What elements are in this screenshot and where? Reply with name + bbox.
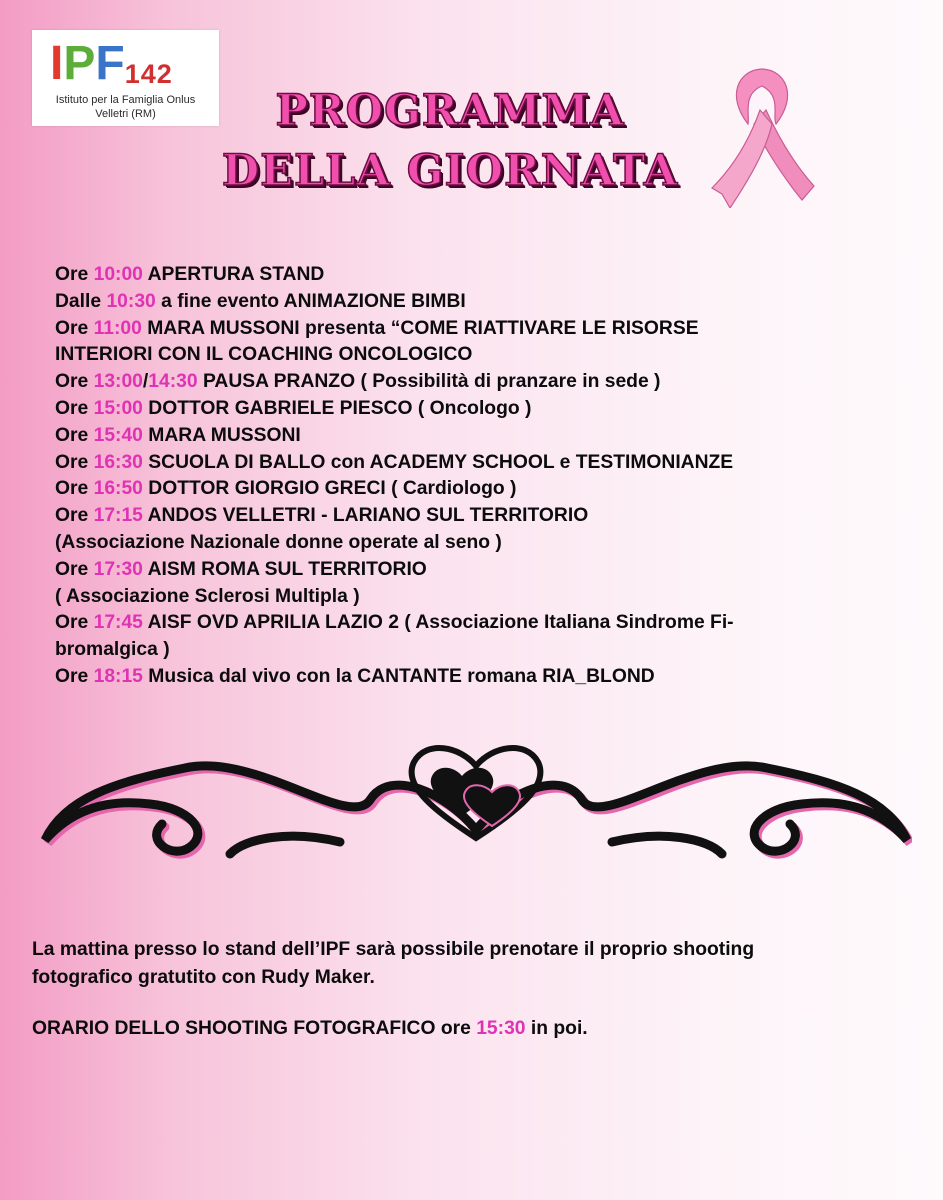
schedule-row <box>55 262 915 289</box>
row-time: 15:40 <box>93 424 143 446</box>
shooting-schedule-suffix: in poi. <box>530 1018 588 1039</box>
shooting-schedule <box>32 1015 927 1043</box>
row-time: 17:45 <box>93 612 143 634</box>
schedule-row <box>55 610 915 637</box>
row-text: MARA MUSSONI presenta “COME RIATTIVARE LE RISORSE <box>147 317 699 339</box>
row-text: MARA MUSSONI <box>148 424 301 446</box>
row-time-end: 14:30 <box>148 371 198 393</box>
schedule-row <box>55 557 915 584</box>
row-prefix: Ore <box>55 505 89 527</box>
row-text: ( Associazione Sclerosi Multipla ) <box>55 585 360 607</box>
logo-letter-i: I <box>50 37 64 90</box>
row-prefix: Ore <box>55 371 89 393</box>
schedule-row <box>55 423 915 450</box>
row-text: a fine evento ANIMAZIONE BIMBI <box>161 290 466 312</box>
row-time-separator: / <box>142 371 149 393</box>
ribbon-left-tail <box>712 110 772 208</box>
logo-number: 142 <box>124 59 173 89</box>
schedule-row <box>55 664 915 691</box>
page-title-line-2: DELLA GIORNATA <box>221 146 679 196</box>
schedule-row <box>55 369 915 396</box>
schedule-row-continuation <box>55 530 915 557</box>
row-prefix: Ore <box>55 264 89 285</box>
row-prefix: Ore <box>55 397 89 419</box>
shooting-info-line-2: fotografico gratutito con Rudy Maker. <box>32 967 375 988</box>
schedule-row-continuation <box>55 342 915 369</box>
row-text: bromalgica ) <box>55 639 170 661</box>
row-text: INTERIORI CON IL COACHING ONCOLOGICO <box>55 344 473 366</box>
shooting-info <box>32 936 927 992</box>
shooting-info-line-1: La mattina presso lo stand dell’IPF sarà possibile prenotare il proprio shooting <box>32 939 755 960</box>
row-text: APERTURA STAND <box>147 264 325 285</box>
row-time: 15:00 <box>93 397 143 419</box>
schedule-row <box>55 450 915 477</box>
row-prefix: Dalle <box>55 290 102 312</box>
row-text: SCUOLA DI BALLO con ACADEMY SCHOOL e TESTIMONIANZE <box>148 451 734 473</box>
logo-org-name: Istituto per la Famiglia Onlus <box>55 94 196 106</box>
page-title-line-1: PROGRAMMA <box>275 86 625 136</box>
row-prefix: Ore <box>55 317 89 339</box>
row-time: 18:15 <box>93 665 143 687</box>
row-text: DOTTOR GIORGIO GRECI ( Cardiologo ) <box>148 478 517 500</box>
logo-letter-f: F <box>95 37 125 90</box>
row-prefix: Ore <box>55 424 89 446</box>
schedule-row <box>55 289 915 316</box>
schedule-row-continuation <box>55 584 915 611</box>
row-prefix: Ore <box>55 478 89 500</box>
hearts-ornament-icon <box>40 742 912 860</box>
row-time: 16:50 <box>93 478 143 500</box>
schedule-row <box>55 476 915 503</box>
row-time: 17:15 <box>93 505 143 527</box>
schedule-row <box>55 503 915 530</box>
logo-location: Velletri (RM) <box>95 108 156 120</box>
schedule-row-continuation <box>55 637 915 664</box>
schedule-row <box>55 396 915 423</box>
row-text: PAUSA PRANZO ( Possibilità di pranzare in sede ) <box>202 371 661 393</box>
pink-ribbon-icon <box>710 66 816 208</box>
row-text: AISM ROMA SUL TERRITORIO <box>147 558 427 580</box>
row-text: Musica dal vivo con la CANTANTE romana RIA_BLOND <box>148 665 655 687</box>
row-prefix: Ore <box>55 558 89 580</box>
row-time: 17:30 <box>93 558 143 580</box>
logo-mark <box>50 37 173 90</box>
row-text: AISF OVD APRILIA LAZIO 2 ( Associazione Italiana Sindrome Fi- <box>147 612 734 634</box>
row-prefix: Ore <box>55 451 89 473</box>
row-time: 16:30 <box>93 451 143 473</box>
schedule-row <box>55 316 915 343</box>
row-text: ANDOS VELLETRI - LARIANO SUL TERRITORIO <box>147 505 589 527</box>
logo-letter-p: P <box>63 37 96 90</box>
shooting-schedule-label: ORARIO DELLO SHOOTING FOTOGRAFICO ore <box>32 1018 471 1039</box>
row-time: 10:00 <box>93 264 143 285</box>
event-schedule <box>55 262 915 691</box>
row-time: 13:00 <box>93 371 143 393</box>
row-text: (Associazione Nazionale donne operate al seno ) <box>55 531 502 553</box>
shooting-schedule-time: 15:30 <box>476 1018 526 1039</box>
row-text: DOTTOR GABRIELE PIESCO ( Oncologo ) <box>148 397 532 419</box>
row-time: 10:30 <box>106 290 156 312</box>
row-prefix: Ore <box>55 612 89 634</box>
row-time: 11:00 <box>93 317 142 339</box>
row-prefix: Ore <box>55 665 89 687</box>
